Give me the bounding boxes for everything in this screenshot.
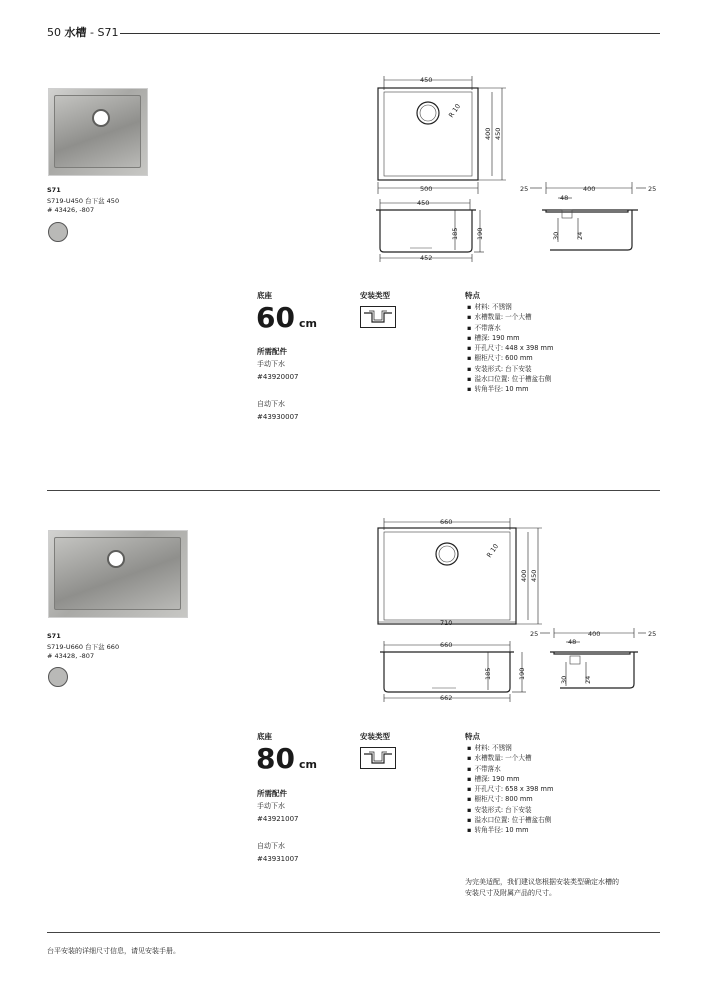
accessories-list <box>257 800 299 866</box>
install-type-label: 安装类型 <box>360 732 390 741</box>
top-view-drain-inner <box>420 105 436 121</box>
feature-item: ▪ 水槽数量: 一个大槽 <box>467 312 553 322</box>
feature-item: ▪ 材料: 不锈钢 <box>467 302 553 312</box>
overflow-box <box>570 656 580 664</box>
feature-item: ▪ 开孔尺寸: 448 x 398 mm <box>467 343 553 353</box>
feature-item: ▪ 槽深: 190 mm <box>467 774 553 784</box>
fitting-note-line: 为完美适配，我们建议您根据安装类型确定水槽的 <box>465 878 619 886</box>
accessory-item: #43920007 <box>257 373 299 382</box>
base-size-unit: cm <box>298 317 317 330</box>
dim-front-depth-inner: 185 <box>451 227 459 240</box>
feature-item: ▪ 开孔尺寸: 658 x 398 mm <box>467 784 553 794</box>
side-view-outline <box>542 210 638 250</box>
base-size <box>256 742 317 775</box>
dim-side-left: 25 <box>530 630 539 638</box>
feature-item: ▪ 不带落水 <box>467 764 553 774</box>
accessories-label: 所需配件 <box>257 789 287 798</box>
fitting-note-line: 安装尺寸及附属产品的尺寸。 <box>465 888 556 897</box>
accessory-spacer <box>257 827 299 840</box>
footer-divider <box>47 932 660 933</box>
feature-item: ▪ 橱柜尺寸: 800 mm <box>467 794 553 804</box>
accessory-spacer <box>257 385 299 398</box>
dim-side-width: 400 <box>583 185 596 193</box>
top-view-drain-inner <box>439 546 455 562</box>
dim-side-width: 400 <box>588 630 601 638</box>
feature-item: ▪ 不带落水 <box>467 323 553 333</box>
dim-side-left: 25 <box>520 185 529 193</box>
top-view-inner <box>384 92 472 176</box>
overflow-box <box>562 210 572 218</box>
dim-front-depth-outer: 190 <box>476 227 484 240</box>
drain-hole <box>107 550 125 568</box>
page-title: 水槽 <box>64 26 87 39</box>
feature-item: ▪ 安装形式: 台下安装 <box>467 805 553 815</box>
technical-drawing-s719-u450 <box>370 70 670 270</box>
dim-top-outer-width: 500 <box>420 185 433 193</box>
page-number: 50 <box>47 26 61 39</box>
dim-side-d3: 24 <box>584 675 592 684</box>
feature-item: ▪ 材料: 不锈钢 <box>467 743 553 753</box>
dim-side-d1: 48 <box>568 638 577 646</box>
dim-front-depth-inner: 185 <box>484 667 492 680</box>
product-model: S719-U660 台下盆 660 <box>47 643 120 651</box>
base-label: 底座 <box>257 291 272 300</box>
dim-top-inner-width: 450 <box>420 76 433 84</box>
dim-top-outer-width: 710 <box>440 619 453 627</box>
features-list <box>467 743 553 836</box>
finish-swatch[interactable] <box>48 222 68 242</box>
product-article: # 43428, -807 <box>47 652 95 660</box>
header-separator: - <box>86 26 98 39</box>
dim-side-d2: 30 <box>560 675 568 684</box>
dim-top-outer-depth: 450 <box>494 127 502 140</box>
feature-item: ▪ 水槽数量: 一个大槽 <box>467 753 553 763</box>
header-rule <box>120 33 660 34</box>
dim-side-right: 25 <box>648 630 657 638</box>
dim-top-inner-width: 660 <box>440 518 453 526</box>
page-header <box>47 24 118 40</box>
section-divider <box>47 490 660 491</box>
base-size-value: 60 <box>256 301 295 334</box>
product-model: S719-U450 台下盆 450 <box>47 197 120 205</box>
dim-side-d3: 24 <box>576 231 584 240</box>
product-name: S71 <box>47 186 61 194</box>
product-photo-s719-u450 <box>48 88 148 176</box>
sink-basin <box>54 95 141 168</box>
feature-item: ▪ 槽深: 190 mm <box>467 333 553 343</box>
dim-front-bottom-width: 662 <box>440 694 453 702</box>
feature-item: ▪ 溢水口位置: 位于槽盆右侧 <box>467 374 553 384</box>
features-list <box>467 302 553 395</box>
accessory-item: 手动下水 <box>257 360 285 368</box>
base-label: 底座 <box>257 732 272 741</box>
finish-swatch[interactable] <box>48 667 68 687</box>
base-size-unit: cm <box>298 758 317 771</box>
dim-front-top-width: 450 <box>417 199 430 207</box>
dim-radius: R 10 <box>485 542 501 560</box>
undermount-icon <box>360 306 396 328</box>
base-size <box>256 301 317 334</box>
header-series: S71 <box>97 26 119 39</box>
dim-front-depth-outer: 190 <box>518 667 526 680</box>
feature-item: ▪ 橱柜尺寸: 600 mm <box>467 353 553 363</box>
accessory-item: #43921007 <box>257 815 299 824</box>
accessory-item: #43931007 <box>257 854 299 863</box>
features-label: 特点 <box>465 291 480 300</box>
dim-side-d1: 48 <box>560 194 569 202</box>
dim-side-d2: 30 <box>552 231 560 240</box>
dim-top-outer-depth: 450 <box>530 569 538 582</box>
product-photo-s719-u660 <box>48 530 188 618</box>
dim-radius: R 10 <box>447 102 463 120</box>
feature-item: ▪ 转角半径: 10 mm <box>467 384 553 394</box>
accessories-label: 所需配件 <box>257 347 287 356</box>
feature-item: ▪ 转角半径: 10 mm <box>467 825 553 835</box>
drain-hole <box>92 109 110 127</box>
dim-front-top-width: 660 <box>440 641 453 649</box>
sink-basin <box>54 537 181 610</box>
dim-top-inner-depth: 400 <box>484 127 492 140</box>
accessory-item: 自动下水 <box>257 841 285 850</box>
dim-side-right: 25 <box>648 185 657 193</box>
dim-top-inner-depth: 400 <box>520 569 528 582</box>
features-label: 特点 <box>465 732 480 741</box>
accessories-list <box>257 358 299 424</box>
product-name: S71 <box>47 632 61 640</box>
footer-note: 台平安装的详细尺寸信息，请见安装手册。 <box>47 947 180 955</box>
product-article: # 43426, -807 <box>47 206 95 214</box>
install-type-label: 安装类型 <box>360 291 390 300</box>
fitting-note <box>465 877 619 898</box>
accessory-item: 手动下水 <box>257 802 285 810</box>
feature-item: ▪ 安装形式: 台下安装 <box>467 364 553 374</box>
accessory-item: 自动下水 <box>257 399 285 408</box>
feature-item: ▪ 溢水口位置: 位于槽盆右侧 <box>467 815 553 825</box>
accessory-item: #43930007 <box>257 412 299 421</box>
base-size-value: 80 <box>256 742 295 775</box>
dim-front-bottom-width: 452 <box>420 254 433 262</box>
undermount-icon <box>360 747 396 769</box>
technical-drawing-s719-u660 <box>370 512 670 712</box>
